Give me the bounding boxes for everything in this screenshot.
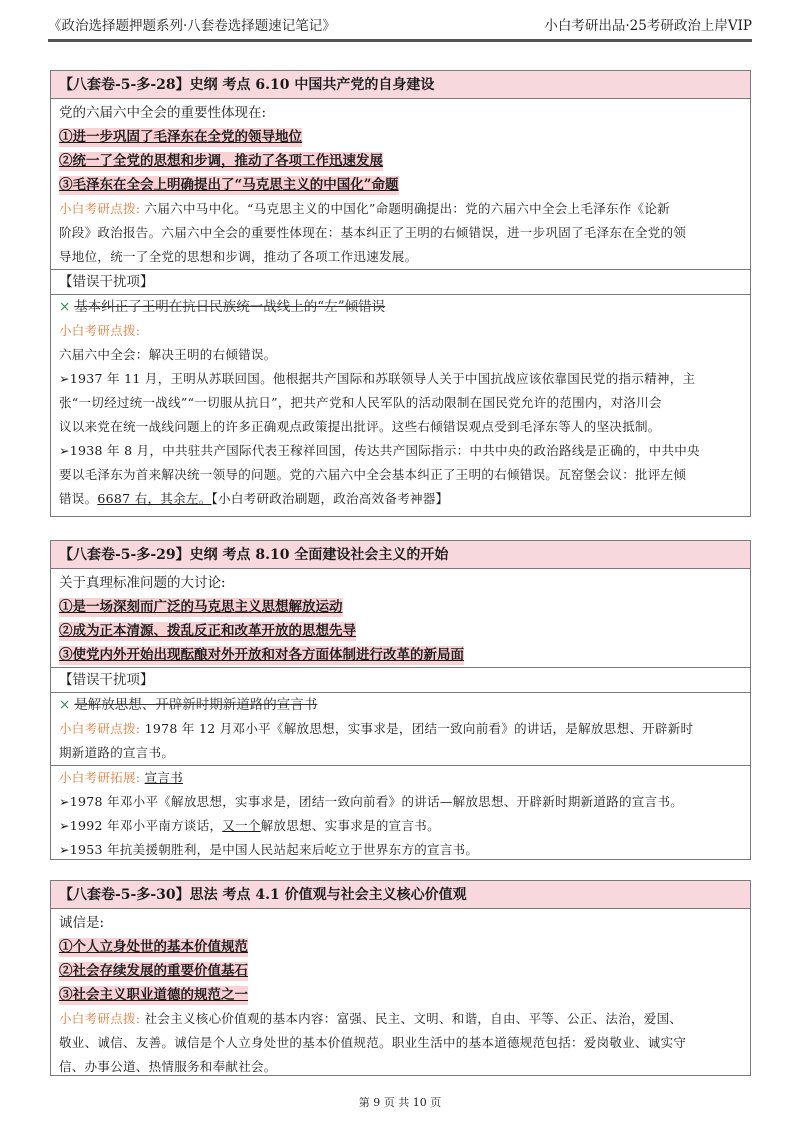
distractor-explanation <box>59 319 742 511</box>
explanation-text: 六届六中全会：解决王明的右倾错误。 <box>59 347 277 362</box>
explanation-text: 错误。 <box>59 491 98 506</box>
question-card-28 <box>50 70 751 517</box>
question-stem: 诚信是: <box>59 915 105 931</box>
header-right-title: 小白考研出品·25考研政治上岸VIP <box>544 18 752 34</box>
wrong-option <box>59 693 742 717</box>
explanation <box>59 717 742 765</box>
explanation-text: ➢1938 年 8 月，中共驻共产国际代表王稼祥回国，传达共产国际指示：中共中央的政治路线是正确的，中共中央 <box>59 443 700 458</box>
explanation <box>59 1007 742 1079</box>
correct-option: ①进一步巩固了毛泽东在全党的领导地位 <box>59 129 302 145</box>
explanation-text: 敬业、诚信、友善。诚信是个人立身处世的基本价值规范。职业生活中的基本道德规范包括：爱岗敬业、诚实守 <box>59 1035 687 1050</box>
distractor-heading: 【错误干扰项】 <box>59 672 154 688</box>
extension-topic: 宣言书 <box>144 770 183 785</box>
explanation-text: 期新道路的宣言书。 <box>59 745 175 760</box>
correct-option: ①个人立身处世的基本价值规范 <box>59 939 248 955</box>
explanation-text: 要以毛泽东为首来解决统一领导的问题。党的六届六中全会基本纠正了王明的右倾错误。瓦窑堡会议：批评左倾 <box>59 467 687 482</box>
header-left-title: 《政治选择题押题系列·八套卷选择题速记笔记》 <box>48 18 336 34</box>
wrong-option <box>59 295 742 319</box>
extension-text: 解放思想、实事求是的宣言书。 <box>260 818 440 833</box>
explanation-text: 导地位，统一了全党的思想和步调，推动了各项工作迅速发展。 <box>59 249 418 264</box>
explanation-label: 小白考研点拨: <box>59 323 141 338</box>
explanation-label: 小白考研点拨: <box>59 201 141 216</box>
explanation-text: 议以来党在统一战线问题上的许多正确观点政策提出批评。这些右倾错误观点受到毛泽东等人的坚决抵制。 <box>59 419 661 434</box>
correct-option: ②统一了全党的思想和步调，推动了各项工作迅速发展 <box>59 153 383 169</box>
explanation-text: 信、办事公道、热情服务和奉献社会。 <box>59 1059 277 1074</box>
explanation-text: 社会主义核心价值观的基本内容：富强、民主、文明、和谐，自由、平等、公正、法治，爱国、 <box>140 1011 683 1026</box>
wrong-option-text: 是解放思想、开辟新时期新道路的宣言书 <box>74 697 318 713</box>
question-stem: 关于真理标准问题的大讨论: <box>59 575 226 591</box>
question-title: 【八套卷-5-多-30】思法 考点 4.1 价值观与社会主义核心价值观 <box>51 881 750 909</box>
explanation-text: 阶段》政治报告。六届六中全会的重要性体现在：基本纠正了王明的右倾错误，进一步巩固了毛泽东在全党的领 <box>59 225 687 240</box>
extension-label: 小白考研拓展: <box>59 770 141 785</box>
question-card-29 <box>50 540 751 860</box>
extension <box>59 766 742 862</box>
correct-option: ③社会主义职业道德的规范之一 <box>59 987 248 1003</box>
extension-text: ➢1953 年抗美援朝胜利，是中国人民站起来后屹立于世界东方的宣言书。 <box>59 842 479 857</box>
page-number: 第 9 页 共 10 页 <box>358 1096 442 1109</box>
question-stem: 党的六届六中全会的重要性体现在: <box>59 105 267 121</box>
explanation-text: 六届六中马中化。“马克思主义的中国化”命题明确提出：党的六届六中全会上毛泽东作《论新 <box>140 201 670 216</box>
wrong-option-text: 基本纠正了王明在抗日民族统一战线上的“左”倾错误 <box>74 299 386 315</box>
explanation-text: 1978 年 12 月邓小平《解放思想，实事求是，团结一致向前看》的讲话，是解放思想、开辟新时 <box>140 721 694 736</box>
header-rule <box>48 39 752 42</box>
extension-text: ➢1992 年邓小平南方谈话， <box>59 818 223 833</box>
correct-option: ①是一场深刻而广泛的马克思主义思想解放运动 <box>59 599 343 615</box>
distractor-heading: 【错误干扰项】 <box>59 274 154 290</box>
explanation-label: 小白考研点拨: <box>59 721 141 736</box>
question-card-30 <box>50 880 751 1076</box>
question-title: 【八套卷-5-多-28】史纲 考点 6.10 中国共产党的自身建设 <box>51 71 750 99</box>
explanation-label: 小白考研点拨: <box>59 1011 141 1026</box>
page-header <box>48 6 752 36</box>
correct-option: ③毛泽东在全会上明确提出了“马克思主义的中国化”命题 <box>59 177 399 193</box>
mnemonic: 6687 右，其余左。 <box>97 491 212 506</box>
correct-option: ②成为正本清源、拨乱反正和改革开放的思想先导 <box>59 623 356 639</box>
extension-text: ➢1978 年邓小平《解放思想，实事求是，团结一致向前看》的讲话—解放思想、开辟新时期新道路的宣言书。 <box>59 794 684 809</box>
explanation <box>59 197 742 269</box>
cross-icon: × <box>59 299 71 315</box>
extension-emphasis: 又一个 <box>222 818 261 833</box>
correct-option: ②社会存续发展的重要价值基石 <box>59 963 248 979</box>
promo-text: 【小白考研政治刷题，政治高效备考神器】 <box>211 491 449 506</box>
question-title: 【八套卷-5-多-29】史纲 考点 8.10 全面建设社会主义的开始 <box>51 541 750 569</box>
explanation-text: 张“一切经过统一战线”“一切服从抗日”，把共产党和人民军队的活动限制在国民党允许的范围内，对洛川会 <box>59 395 662 410</box>
cross-icon: × <box>59 697 71 713</box>
explanation-text: ➢1937 年 11 月，王明从苏联回国。他根据共产国际和苏联领导人关于中国抗战应该依靠国民党的指示精神，主 <box>59 371 696 386</box>
correct-option: ③使党内外开始出现酝酿对外开放和对各方面体制进行改革的新局面 <box>59 647 464 663</box>
